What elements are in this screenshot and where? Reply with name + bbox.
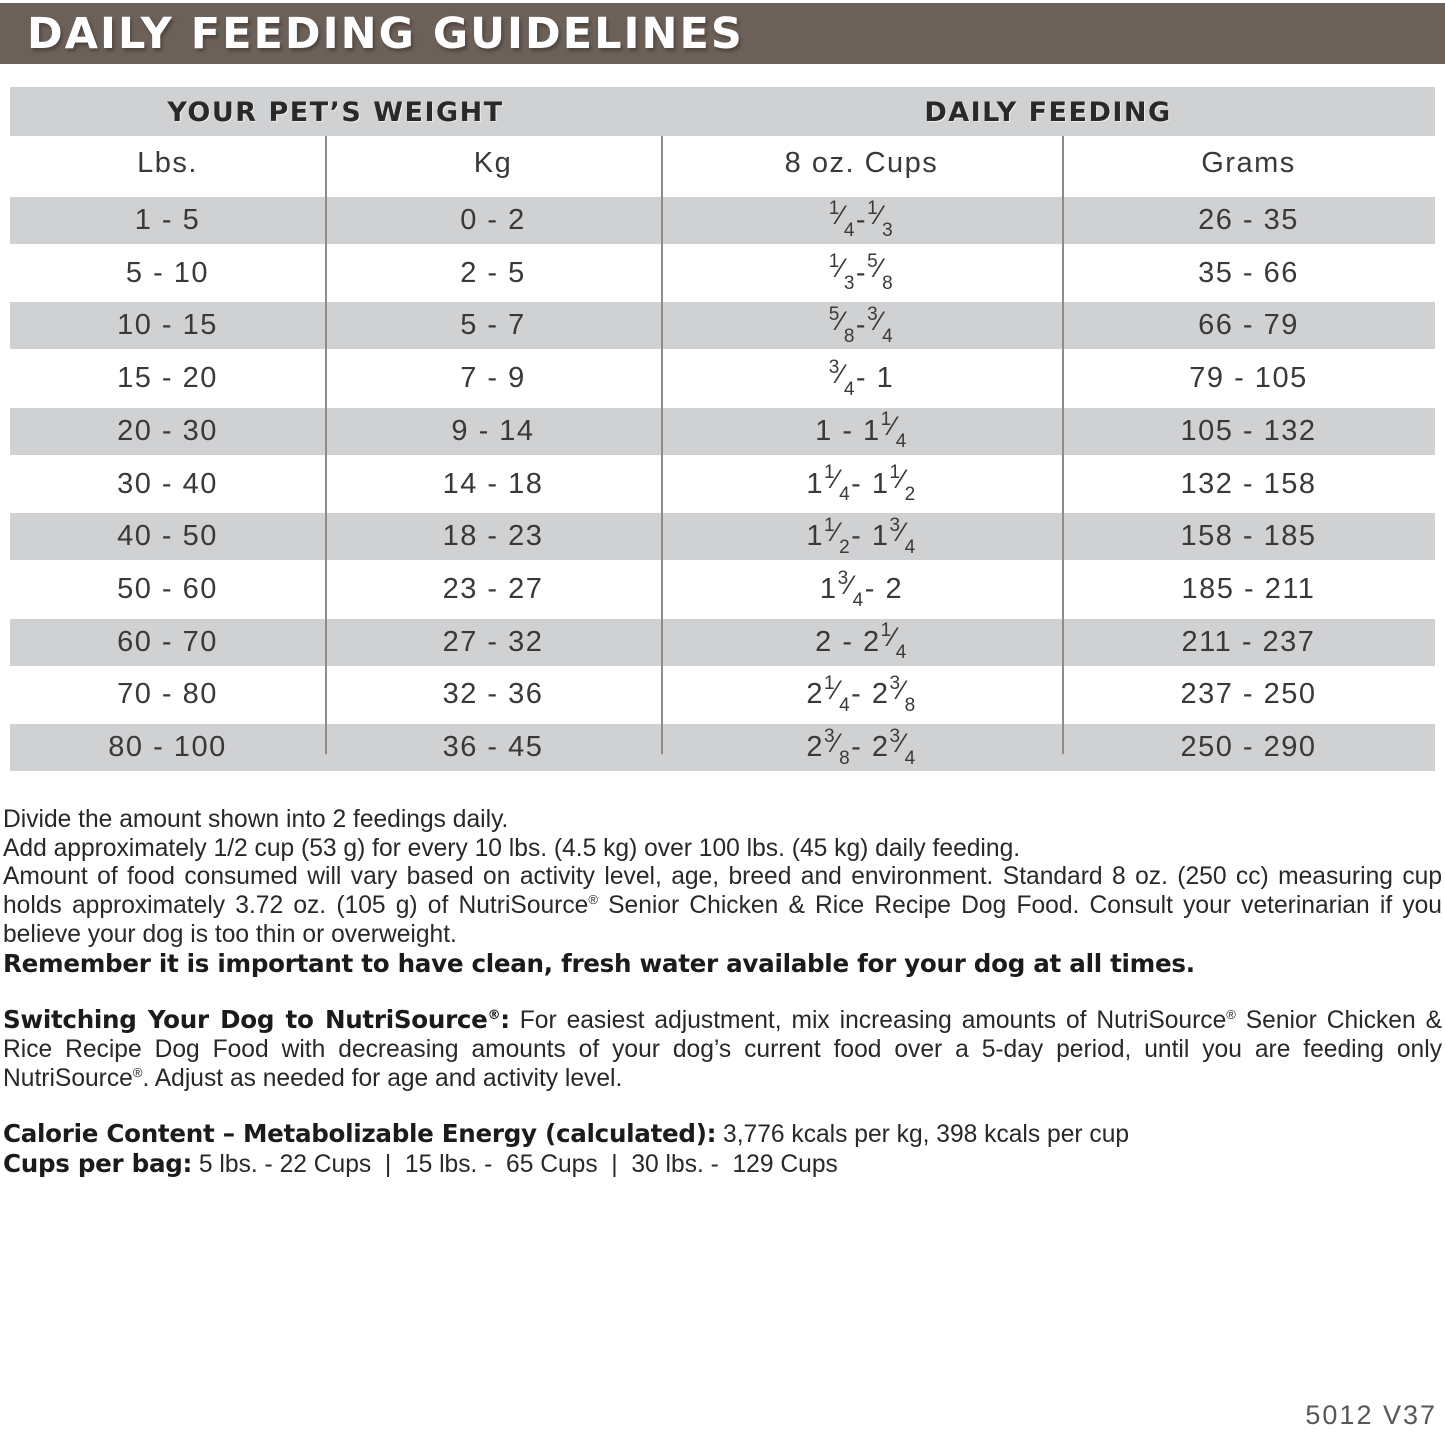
cell-kg: 5 - 7 [460,309,526,342]
cell-kg: 36 - 45 [442,731,544,764]
note-variability: Amount of food consumed will vary based on activity level, age, breed and environment. Standard 8 oz. (250 cc) measuring cup holds approximately 3.72 oz. (105 g) of NutriSource® Senior Chicken & Rice Recipe Dog Food. Consult your veterinarian if you believe your dog is too thin or overweight. [3,863,1442,948]
switching-body: For easiest adjustment, mix increasing amounts of NutriSource® Senior Chicken & Rice Recipe Dog Food with decreasing amounts of your dog’s current food over a 5-day period, until you are feeding only NutriSource®. Adjust as needed for age and activity level. [3,1007,1442,1092]
group-header-daily-feeding: DAILY FEEDING [924,97,1172,128]
calorie-content-line [3,1120,1442,1150]
page-title: DAILY FEEDING GUIDELINES [27,8,744,59]
table-row [10,296,1435,355]
column-header-grams: Grams [1201,147,1296,179]
fraction: $^1⁄_4$ [823,462,852,506]
table-row [10,672,1435,719]
cell-lbs: 30 - 40 [117,467,218,500]
cell-grams: 132 - 158 [1180,467,1317,500]
cell-kg: 7 - 9 [460,362,526,395]
fraction: $^5⁄_8$ [867,251,895,295]
cell-kg: 18 - 23 [442,520,544,553]
cell-kg: 32 - 36 [442,678,544,711]
fraction: $^5⁄_8$ [828,303,856,347]
column-header-cups: 8 oz. Cups [784,147,939,179]
fraction: $^1⁄_4$ [880,409,908,453]
note-add-half-cup: Add approximately 1/2 cup (53 g) for every 10 lbs. (4.5 kg) over 100 lbs. (45 kg) daily feeding. [3,834,1021,862]
cell-lbs: 5 - 10 [125,256,210,289]
table-row [10,402,1435,461]
cell-grams: 158 - 185 [1180,520,1317,553]
table-row [10,461,1435,508]
fraction: $^1⁄_4$ [823,672,852,716]
calorie-value: 3,776 kcals per kg, 398 kcals per cup [716,1121,1130,1149]
note-divide-feedings: Divide the amount shown into 2 feedings daily. [3,806,509,833]
cell-cups: 1 $^1⁄_4$ - 1 $^1⁄_2$ [806,462,917,506]
switching-lead: Switching Your Dog to NutriSource®: [3,1005,510,1035]
fraction: $^3⁄_4$ [828,356,856,400]
fraction: $^3⁄_4$ [867,303,895,347]
calorie-lead: Calorie Content – Metabolizable Energy (calculated): [3,1119,717,1149]
table-group-header [10,87,1435,136]
product-code: 5012 V37 [1305,1400,1437,1430]
column-header-lbs: Lbs. [137,147,198,179]
cell-lbs: 15 - 20 [117,362,218,395]
cell-cups: 1 $^3⁄_4$ - 2 [819,567,904,611]
table-column-headers [10,136,1435,191]
fraction: $^1⁄_4$ [828,198,856,242]
group-header-pet-weight: YOUR PET’S WEIGHT [167,97,504,128]
column-divider-3 [1062,136,1064,754]
cell-cups: $^3⁄_4$ - 1 [828,356,895,400]
fraction: $^1⁄_3$ [867,198,895,242]
cell-grams: 237 - 250 [1180,678,1317,711]
fraction: $^1⁄_2$ [889,462,917,506]
cell-cups: 2 $^1⁄_4$ - 2 $^3⁄_8$ [806,672,917,716]
column-header-kg: Kg [473,147,513,179]
cell-kg: 9 - 14 [451,414,535,447]
cell-grams: 211 - 237 [1181,625,1316,658]
cell-cups: $^1⁄_3$ - $^5⁄_8$ [828,251,895,295]
fraction: $^3⁄_4$ [889,725,917,769]
cell-kg: 0 - 2 [460,203,526,236]
table-row [10,250,1435,297]
cell-grams: 105 - 132 [1180,414,1317,447]
footnotes [3,806,1442,1180]
feeding-table-body [10,191,1435,777]
fraction: $^1⁄_2$ [823,514,852,558]
cell-grams: 185 - 211 [1181,573,1316,605]
table-row [10,718,1435,777]
cell-kg: 2 - 5 [460,256,526,289]
cell-kg: 14 - 18 [442,467,544,500]
cell-grams: 66 - 79 [1198,309,1299,342]
fraction: $^3⁄_8$ [889,672,917,716]
cell-grams: 250 - 290 [1180,731,1317,764]
cell-lbs: 70 - 80 [117,678,218,711]
cell-lbs: 1 - 5 [134,203,201,236]
cell-cups: 2 $^3⁄_8$ - 2 $^3⁄_4$ [806,725,917,769]
cell-lbs: 60 - 70 [117,625,218,658]
cell-cups: 1 - 1 $^1⁄_4$ [815,409,908,453]
cell-grams: 26 - 35 [1198,203,1299,236]
column-divider-1 [325,136,327,754]
cell-cups: 2 - 2 $^1⁄_4$ [815,620,908,664]
table-row [10,566,1435,613]
cell-lbs: 80 - 100 [108,731,227,764]
cell-grams: 35 - 66 [1198,256,1299,289]
table-row [10,191,1435,250]
cups-per-bag-line [3,1150,1442,1180]
cell-cups: 1 $^1⁄_2$ - 1 $^3⁄_4$ [806,514,917,558]
fraction: $^3⁄_8$ [823,725,852,769]
cell-lbs: 40 - 50 [117,520,218,553]
fraction: $^3⁄_4$ [837,567,865,611]
cell-kg: 23 - 27 [442,573,544,605]
note-fresh-water: Remember it is important to have clean, fresh water available for your dog at all times. [3,948,1195,978]
cell-lbs: 50 - 60 [117,573,218,605]
cell-lbs: 10 - 15 [117,309,218,342]
table-row [10,355,1435,402]
cell-lbs: 20 - 30 [117,414,218,447]
table-row [10,507,1435,566]
cell-cups: $^5⁄_8$ - $^3⁄_4$ [828,303,895,347]
fraction: $^1⁄_4$ [880,620,908,664]
cups-per-bag-lead: Cups per bag: [3,1149,193,1179]
fraction: $^1⁄_3$ [828,251,856,295]
cups-per-bag-value: 5 lbs. - 22 Cups | 15 lbs. - 65 Cups | 30 lbs. - 129 Cups [192,1151,838,1179]
title-bar [0,3,1445,64]
switching-paragraph [3,1006,1442,1093]
fraction: $^3⁄_4$ [889,514,917,558]
column-divider-2 [661,136,663,754]
cell-cups: $^1⁄_4$ - $^1⁄_3$ [828,198,895,242]
cell-kg: 27 - 32 [442,625,544,658]
cell-grams: 79 - 105 [1189,362,1308,395]
table-row [10,613,1435,672]
